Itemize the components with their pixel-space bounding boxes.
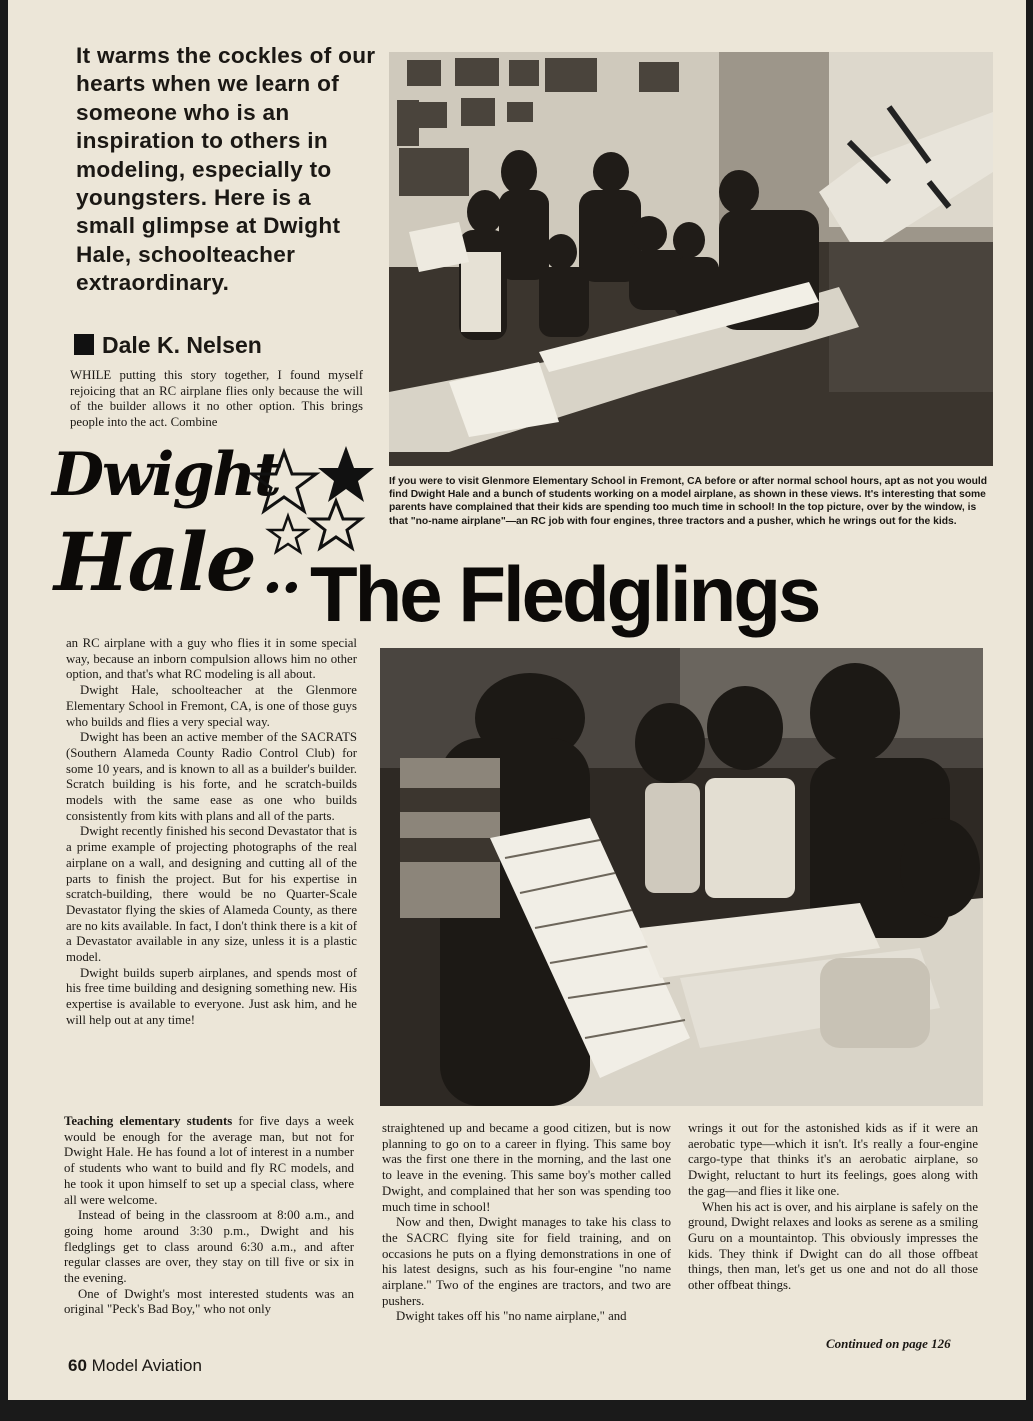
bottom-photo [380, 648, 983, 1106]
paragraph: One of Dwight's most interested students was an original "Peck's Bad Boy," who not only [64, 1286, 354, 1317]
byline-square-icon [74, 334, 94, 355]
paragraph: Now and then, Dwight manages to take his class to the SACRC flying site for field training, and on occasions he puts on a flying demonstrations in one of his latest designs, such as his four-engine "no name airplane." Two of the engines are tractors, and two are pushers. [382, 1215, 671, 1308]
column-bottom-1 [64, 1114, 354, 1318]
classroom-photo-2 [380, 648, 983, 1106]
author-name: Dale K. Nelsen [102, 332, 262, 358]
paragraph: Instead of being in the classroom at 8:00 a.m., and going home around 3:30 p.m., Dwight and his fledglings get to class around 6:30 a.m., and after regular classes are over, they stay on till five or six in the evening. [64, 1208, 354, 1286]
paragraph: Dwight Hale, schoolteacher at the Glenmore Elementary School in Fremont, CA, is one of those guys who builds and flies a very special way. [66, 683, 357, 729]
paragraph-text: for five days a week would be enough for the average man, but not for Dwight Hale. He has found a lot of interest in a number of students who want to build and fly RC models, and he took it upon himself to set up a special class, where all were welcome. [64, 1114, 355, 1207]
paragraph: Dwight has been an active member of the SACRATS (Southern Alameda County Radio Control Club) for some 10 years, and is known to all as a builder's builder. Scratch building is his forte, and he scratch-builds models with the same ease as one who builds consistently from kits with plans and all of the parts. [66, 730, 357, 823]
paragraph: Dwight builds superb airplanes, and spends most of his free time building and designing something new. His expertise is available to everyone. Just ask him, and he will help out at any time! [66, 965, 357, 1027]
lead-in: Teaching elementary students [64, 1114, 233, 1128]
column-bottom-2 [382, 1121, 671, 1325]
page-number: 60 [68, 1356, 87, 1375]
column-bottom-3 [688, 1121, 978, 1294]
paragraph: Dwight recently finished his second Devastator that is a prime example of projecting photographs of the real airplane on a wall, and designing and cutting all of the parts to finish the project. But for his expertise in scratch-building, there would be no Quarter-Scale Devastator flying the skies of Alameda County, as there are no kits available. In fact, I don't think there is a kit of a Devastator available in any size, unless it is a plastic model. [66, 824, 357, 965]
paragraph: an RC airplane with a guy who flies it in some special way, because an inborn compulsion allows him no other option, and that's what RC modeling is all about. [66, 636, 357, 682]
paragraph: WHILE putting this story together, I found myself rejoicing that an RC airplane flies only because the will of the builder allows it no other option. This brings people into the act. Combine [70, 368, 363, 430]
paragraph: wrings it out for the astonished kids as if it were an aerobatic type—which it isn't. It's really a four-engine cargo-type that thinks it's an aerobatic airplane, so Dwight, reluctant to hurt its feelings, goes along with the gag—and flies it like one. [688, 1121, 978, 1198]
paragraph: straightened up and became a good citizen, but is now planning to go on to a career in flying. This same boy was the first one there in the morning, and the last one to leave in the evening. This same boy's mother called Dwight, and complained that her son was spending too much time in school! [382, 1121, 671, 1214]
paragraph [64, 1114, 354, 1208]
title-separator: .. [262, 537, 300, 607]
column-left [66, 636, 357, 1029]
byline [74, 330, 374, 360]
column-top-intro [70, 368, 363, 431]
classroom-photo-1 [389, 52, 993, 466]
photo-caption: If you were to visit Glenmore Elementary School in Fremont, CA before or after normal school hours, apt as not you would find Dwight Hale and a bunch of students working on a model airplane, as shown in these views. It's interesting that some parents have complained that their kids are spending too much time in school! In the top picture, over by the window, is that "no-name airplane"—an RC job with four engines, three tractors and a pusher, which he wrings out for the kids. [389, 476, 988, 527]
page-footer [68, 1356, 202, 1376]
paragraph: Dwight takes off his "no name airplane," and [396, 1309, 627, 1324]
top-photo [389, 52, 993, 466]
magazine-name: Model Aviation [91, 1356, 202, 1375]
title-script-first-name: Dwight [52, 440, 280, 510]
paragraph: When his act is over, and his airplane is safely on the ground, Dwight relaxes and looks as serene as a smiling Guru on a mountaintop. This obviously impresses the kids. They think if Dwight can do all those offbeat things, then man, let's get us one and not do all those other offbeat things. [688, 1199, 978, 1293]
intro-blurb: It warms the cockles of our hearts when we learn of someone who is an inspiration to others in modeling, especially to youngsters. Here is a small glimpse at Dwight Hale, schoolteacher extraordinary. [76, 43, 376, 296]
title-script-last-name: Hale [54, 515, 255, 609]
title-main: The Fledglings [310, 550, 819, 638]
continued-note: Continued on page 126 [826, 1336, 951, 1351]
